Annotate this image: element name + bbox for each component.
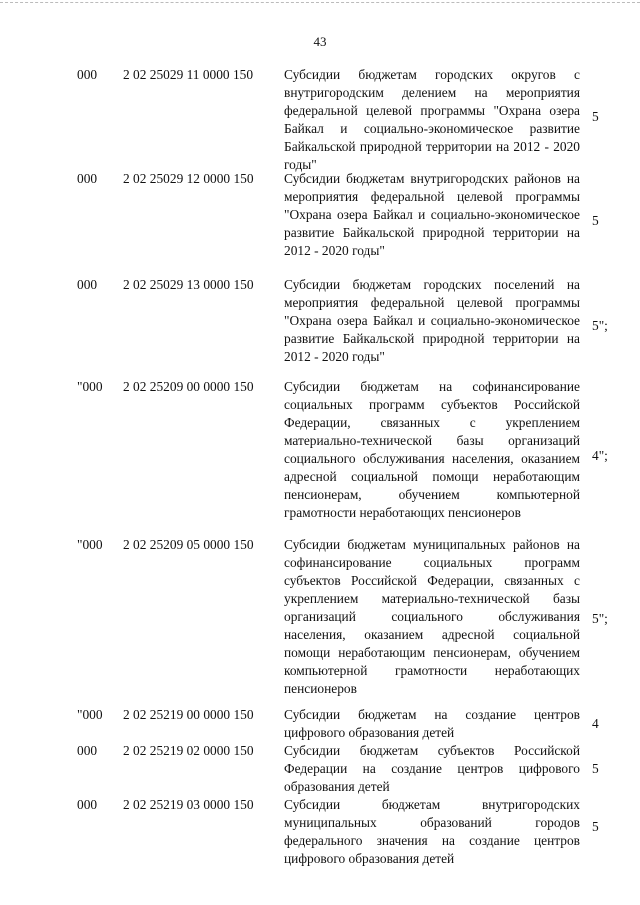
admin-code: 000 bbox=[77, 171, 98, 186]
income-name: Субсидии бюджетам городских округов с внутригородским делением на мероприятия федеральной целевой программы "Охрана озера Байкал и социально-экономическое развитие Байкальской природной территории на 2012 - 2020 годы" bbox=[284, 67, 580, 172]
budget-level: 4 bbox=[592, 716, 599, 731]
table-row bbox=[0, 796, 640, 870]
table-row bbox=[0, 706, 640, 742]
income-name: Субсидии бюджетам на софинансирование социальных программ субъектов Российской Федерации, связанных с укреплением материально-технической базы организаций социального обслуживания населения, оказанием адресной социальной помощи неработающим пенсионерам, обучением компьютерной грамотности неработающих пенсионеров bbox=[284, 379, 580, 520]
budget-level: 5 bbox=[592, 213, 599, 228]
table-row bbox=[0, 378, 640, 536]
income-name: Субсидии бюджетам муниципальных районов на софинансирование социальных программ субъектов Российской Федерации, связанных с укреплением материально-технической базы организаций социального обслуживания населения, оказанием адресной социальной помощи неработающим пенсионерам, обучением компьютерной грамотности неработающих пенсионеров bbox=[284, 537, 580, 696]
admin-code: 000 bbox=[77, 743, 98, 758]
budget-code: 2 02 25219 02 0000 150 bbox=[123, 743, 254, 758]
page-number: 43 bbox=[313, 34, 327, 49]
income-name: Субсидии бюджетам на создание центров цифрового образования детей bbox=[284, 707, 580, 740]
budget-code: 2 02 25219 03 0000 150 bbox=[123, 797, 254, 812]
budget-code: 2 02 25029 12 0000 150 bbox=[123, 171, 254, 186]
income-name: Субсидии бюджетам субъектов Российской Федерации на создание центров цифрового образования детей bbox=[284, 743, 580, 794]
table-row bbox=[0, 276, 640, 376]
income-name: Субсидии бюджетам внутригородских муниципальных образований городов федерального значения на создание центров цифрового образования детей bbox=[284, 797, 580, 866]
table-row bbox=[0, 536, 640, 706]
budget-code: 2 02 25219 00 0000 150 bbox=[123, 707, 254, 722]
table-row bbox=[0, 66, 640, 170]
budget-code: 2 02 25029 11 0000 150 bbox=[123, 67, 254, 82]
admin-code: 000 bbox=[77, 67, 98, 82]
admin-code: "000 bbox=[77, 379, 103, 394]
income-name: Субсидии бюджетам внутригородских районов на мероприятия федеральной целевой программы "Охрана озера Байкал и социально-экономическое развитие Байкальской природной территории на 2012 - 2020 годы" bbox=[284, 171, 580, 258]
income-name: Субсидии бюджетам городских поселений на мероприятия федеральной целевой программы "Охрана озера Байкал и социально-экономическое развитие Байкальской природной территории на 2012 - 2020 годы" bbox=[284, 277, 580, 364]
top-scan-rule bbox=[0, 2, 640, 3]
budget-level: 5 bbox=[592, 109, 599, 124]
budget-level: 5"; bbox=[592, 318, 608, 333]
budget-level: 4"; bbox=[592, 448, 608, 463]
admin-code: "000 bbox=[77, 537, 103, 552]
admin-code: 000 bbox=[77, 797, 98, 812]
admin-code: "000 bbox=[77, 707, 103, 722]
admin-code: 000 bbox=[77, 277, 98, 292]
budget-level: 5 bbox=[592, 819, 599, 834]
budget-code: 2 02 25029 13 0000 150 bbox=[123, 277, 254, 292]
table-row bbox=[0, 742, 640, 798]
budget-level: 5 bbox=[592, 761, 599, 776]
budget-code: 2 02 25209 00 0000 150 bbox=[123, 379, 254, 394]
budget-code: 2 02 25209 05 0000 150 bbox=[123, 537, 254, 552]
budget-level: 5"; bbox=[592, 611, 608, 626]
table-row bbox=[0, 170, 640, 276]
